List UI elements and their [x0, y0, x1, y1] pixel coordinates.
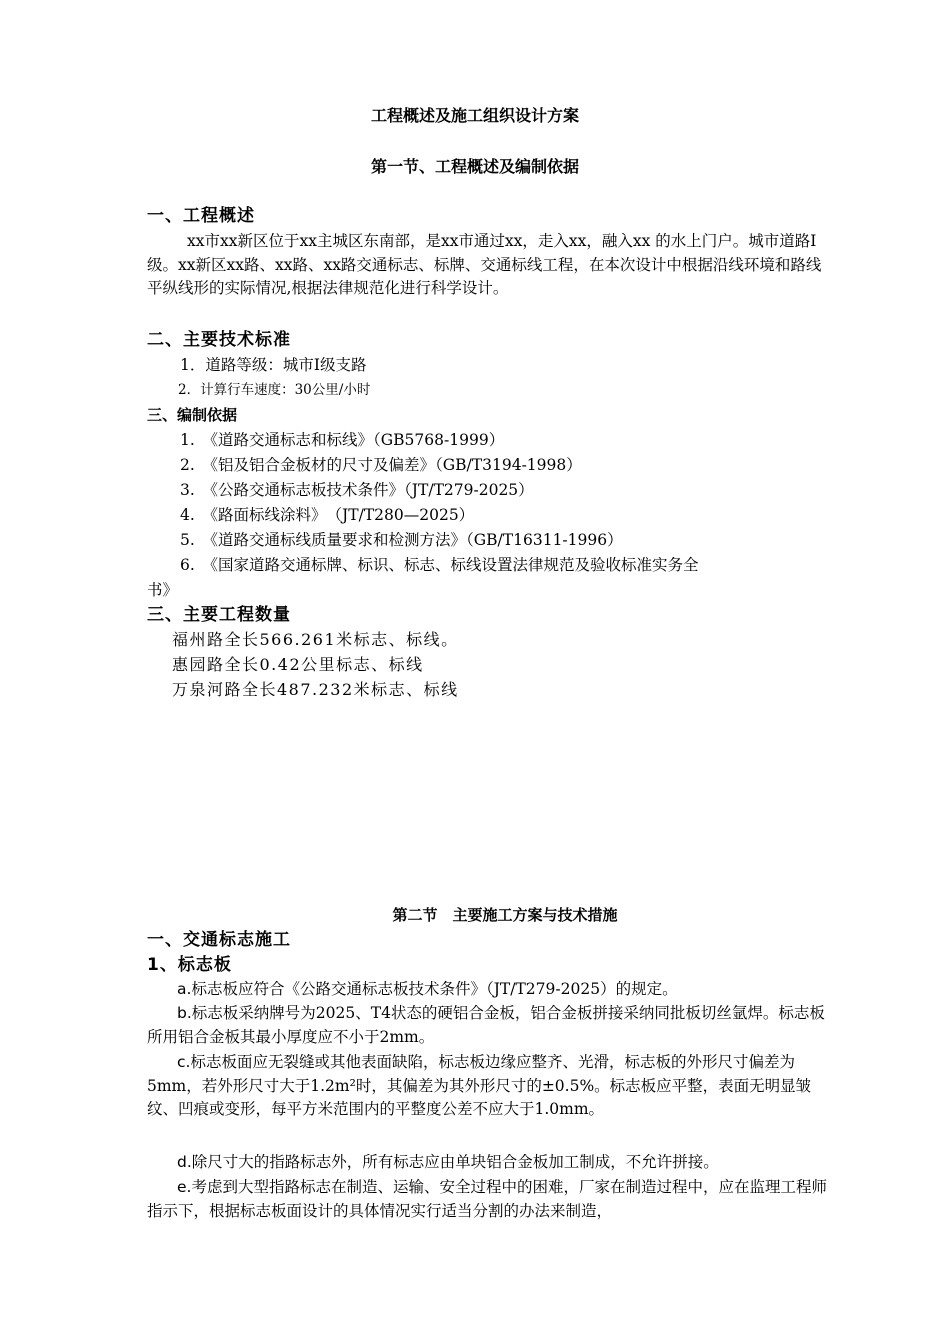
sign-board-heading: 1、标志板	[147, 955, 232, 975]
standard-item: 2．计算行车速度：30公里/小时	[178, 382, 371, 398]
paragraph-text: 标志板应符合《公路交通标志板技术条件》（JT/T279-2025）的规定。	[191, 980, 678, 998]
basis-item: 2. 《铝及铝合金板材的尺寸及偏差》（GB/T3194-1998）	[180, 456, 582, 474]
quantities-heading: 三、主要工程数量	[147, 605, 291, 625]
basis-heading: 三、编制依据	[147, 406, 238, 424]
paragraph-lead: d.	[177, 1153, 192, 1171]
paragraph-lead: b.	[177, 1004, 192, 1022]
sign-construction-heading: 一、交通标志施工	[147, 930, 291, 950]
paragraph-lead: e.	[177, 1178, 192, 1196]
paragraph-text: 标志板面应无裂缝或其他表面缺陷，标志板边缘应整齐、光滑，标志板的外形尺寸偏差为5mm，若外形尺寸大于1.2m²时，其偏差为其外形尺寸的±0.5%。标志板应平整，表面无明显皱纹、凹痕或变形，每平方米范围内的平整度公差不应大于1.0mm。	[147, 1053, 812, 1118]
basis-item: 4. 《路面标线涂料》 （JT/T280—2025）	[180, 506, 475, 524]
overview-paragraph: xx市xx新区位于xx主城区东南部，是xx市通过xx，走入xx，融入xx 的水上门户。城市道路Ⅰ级。xx新区xx路、xx路、xx路交通标志、标牌、交通标线工程，在本次设计中根据沿线环境和路线平纵线形的实际情况,根据法律规范化进行科学设计。	[147, 232, 822, 297]
paragraph-lead: c.	[177, 1053, 191, 1071]
spec-paragraph-a	[147, 978, 835, 1002]
spec-paragraph-d	[147, 1151, 835, 1175]
paragraph-text: 标志板采纳牌号为2025、T4状态的硬铝合金板，铝合金板拼接采纳同批板切丝氩焊。标志板所用铝合金板其最小厚度应不小于2mm。	[147, 1004, 825, 1046]
basis-item: 3. 《公路交通标志板技术条件》（JT/T279-2025）	[180, 481, 534, 499]
section-2-title: 第二节 主要施工方案与技术措施	[392, 906, 618, 924]
spec-paragraph-c	[147, 1051, 835, 1122]
standards-heading: 二、主要技术标准	[147, 330, 291, 350]
basis-item: 6. 《国家道路交通标牌、标识、标志、标线设置法律规范及验收标准实务全	[180, 556, 699, 574]
paragraph-text: 考虑到大型指路标志在制造、运输、安全过程中的困难，厂家在制造过程中，应在监理工程师指示下，根据标志板面设计的具体情况实行适当分割的办法来制造，	[147, 1178, 827, 1220]
overview-heading: 一、工程概述	[147, 206, 255, 226]
paragraph-text: 除尺寸大的指路标志外，所有标志应由单块铝合金板加工制成，不允许拼接。	[191, 1153, 719, 1171]
spec-paragraph-b	[147, 1002, 835, 1049]
basis-item: 5. 《道路交通标线质量要求和检测方法》（GB/T16311-1996）	[180, 531, 623, 549]
document-title: 工程概述及施工组织设计方案	[370, 106, 579, 125]
quantity-item: 万泉河路全长487.232米标志、标线	[172, 680, 459, 699]
standard-item: 1．道路等级：城市Ⅰ级支路	[180, 356, 367, 374]
basis-item: 1. 《道路交通标志和标线》（GB5768-1999）	[180, 431, 505, 449]
spec-paragraph-e	[147, 1176, 835, 1223]
quantity-item: 福州路全长566.261米标志、标线。	[172, 630, 459, 649]
quantity-item: 惠园路全长0.42公里标志、标线	[172, 655, 424, 674]
basis-item-continuation: 书》	[147, 581, 179, 599]
section-1-title: 第一节、工程概述及编制依据	[370, 157, 579, 176]
paragraph-lead: a.	[177, 980, 192, 998]
